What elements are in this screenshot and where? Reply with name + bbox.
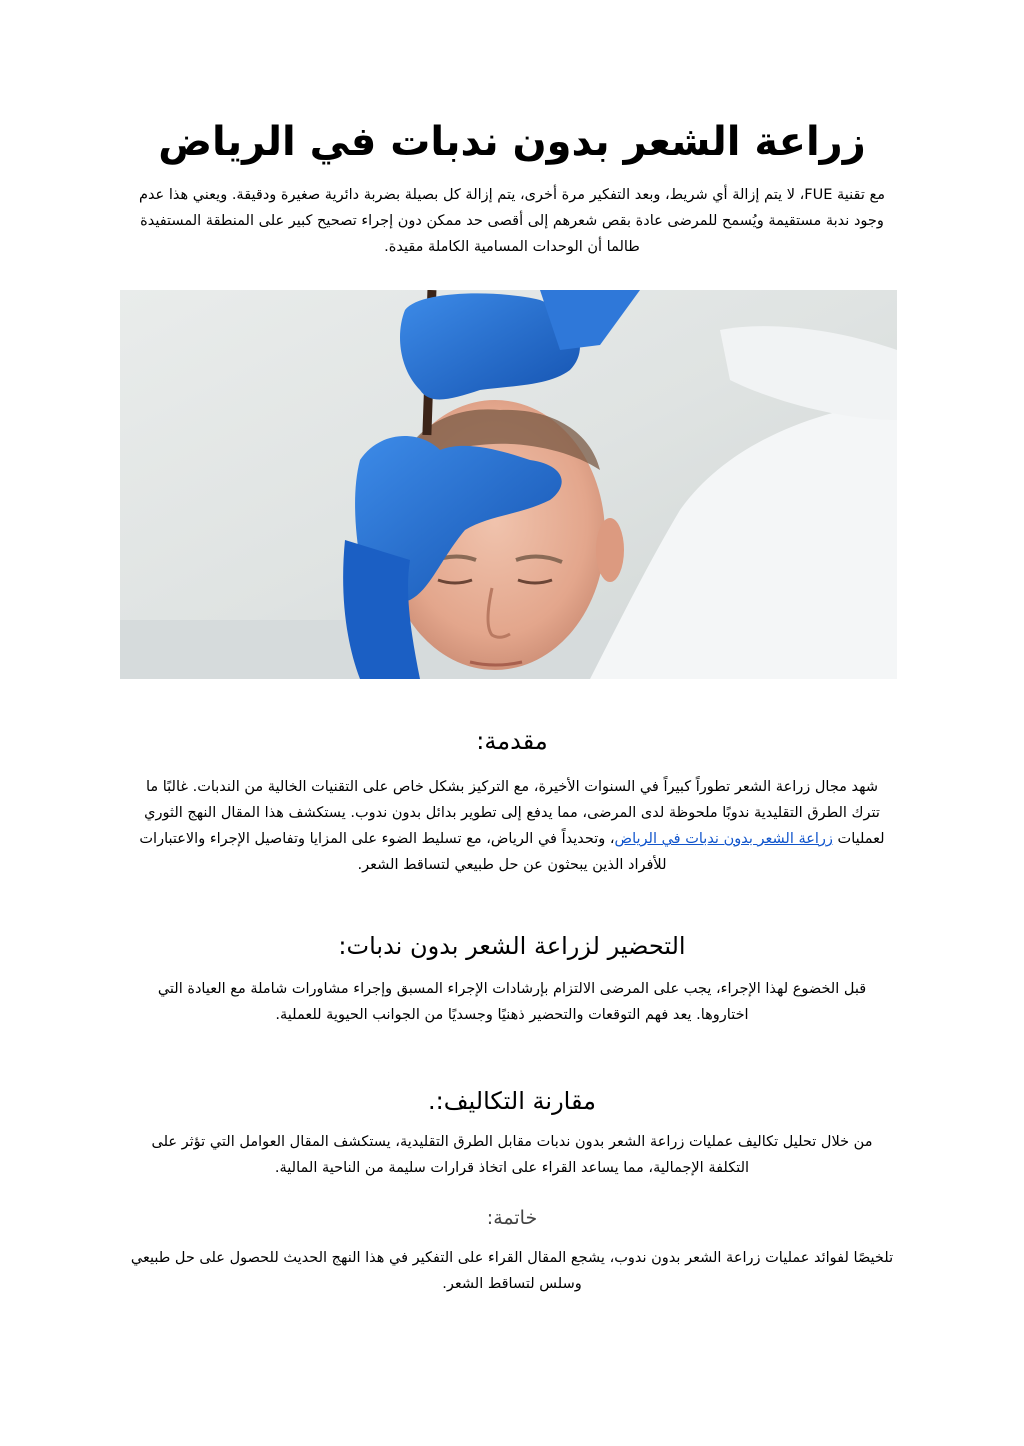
intro-section-text-after: ، وتحديداً في الرياض، مع تسليط الضوء على المزايا وتفاصيل الإجراء والاعتبارات للأفراد الذين يبحثون عن حل طبيعي لتساقط الشعر. bbox=[139, 831, 667, 873]
cost-section-paragraph: من خلال تحليل تكاليف عمليات زراعة الشعر بدون ندبات مقابل الطرق التقليدية، يستكشف المقال العوامل التي تؤثر على التكلفة الإجمالية، مما يساعد القراء على اتخاذ قرارات سليمة من الناحية المالية. bbox=[151, 1134, 873, 1176]
prep-section-paragraph: قبل الخضوع لهذا الإجراء، يجب على المرضى الالتزام بإرشادات الإجراء المسبق وإجراء مشاورات شاملة مع العيادة التي اختاروها. يعد فهم التوقعات والتحضير ذهنيًا وجسديًا من الجوانب الحيوية للعملية. bbox=[157, 981, 867, 1023]
cost-section-heading: مقارنة التكاليف:. bbox=[428, 1087, 596, 1115]
prep-section-heading: التحضير لزراعة الشعر بدون ندبات: bbox=[338, 932, 686, 960]
page-title: زراعة الشعر بدون ندبات في الرياض bbox=[158, 119, 866, 165]
conclusion-heading: خاتمة: bbox=[486, 1207, 538, 1229]
doctor-hair-transplant-photo bbox=[120, 290, 897, 679]
intro-section-heading: مقدمة: bbox=[476, 727, 548, 755]
intro-paragraph: مع تقنية FUE، لا يتم إزالة أي شريط، وبعد التفكير مرة أخرى، يتم إزالة كل بصيلة بضربة دائرية صغيرة ودقيقة. ويعني هذا عدم وجود ندبة مستقيمة ويُسمح للمرضى عادة بقص شعرهم إلى أقصى حد ممكن دون إجراء تصحيح كبير على المنطقة المستفيدة طالما أن الوحدات المسامية الكاملة مقيدة. bbox=[138, 187, 886, 255]
riyadh-scarless-link[interactable]: زراعة الشعر بدون ندبات في الرياض bbox=[614, 831, 833, 847]
intro-section-text-before: شهد مجال زراعة الشعر تطوراً كبيراً في السنوات الأخيرة، مع التركيز بشكل خاص على التقنيات الخالية من الندبات. غالبًا ما تترك الطرق التقليدية ندوبًا ملحوظة لدى المرضى، مما يدفع إلى تطوير بدائل بدون ندوب. يستكشف هذا المقال النهج الثوري لعمليات bbox=[144, 779, 885, 847]
intro-section-paragraph bbox=[130, 774, 894, 878]
conclusion-paragraph: تلخيصًا لفوائد عمليات زراعة الشعر بدون ندوب، يشجع المقال القراء على التفكير في هذا النهج الحديث للحصول على حل طبيعي وسلس لتساقط الشعر. bbox=[130, 1250, 894, 1292]
